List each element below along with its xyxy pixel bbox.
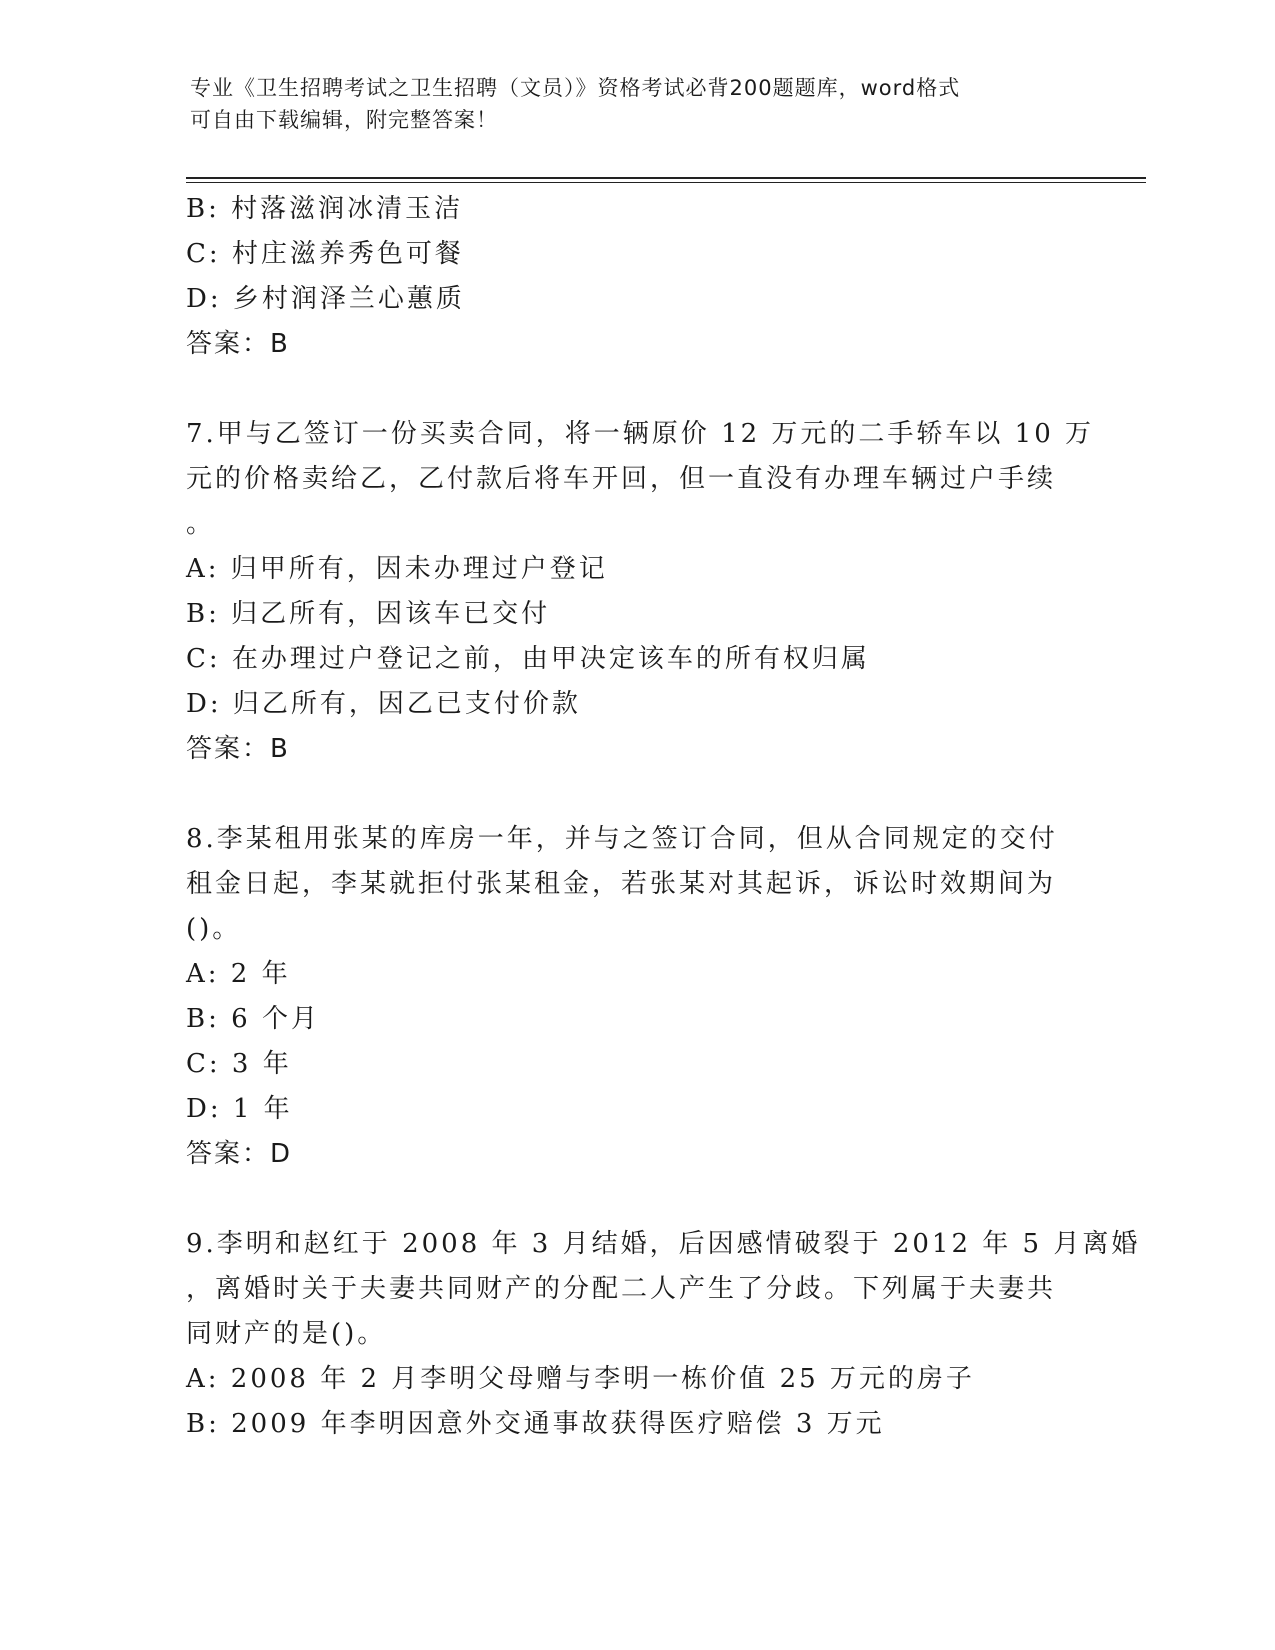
- question-9: [186, 1222, 1141, 1447]
- option-d: D: 乡村润泽兰心蕙质: [186, 284, 465, 314]
- option-c: C: 村庄滋养秀色可餐: [186, 239, 464, 269]
- question-text-line: 7.甲与乙签订一份买卖合同，将一辆原价 12 万元的二手轿车以 10 万: [186, 419, 1095, 449]
- question-text-line: ，离婚时关于夫妻共同财产的分配二人产生了分歧。下列属于夫妻共: [186, 1274, 1057, 1304]
- question-text-line: 。: [186, 509, 216, 539]
- option-b: B: 归乙所有，因该车已交付: [186, 599, 551, 629]
- question-6: [186, 187, 1066, 367]
- question-text-line: 元的价格卖给乙，乙付款后将车开回，但一直没有办理车辆过户手续: [186, 464, 1057, 494]
- answer-line: 答案：B: [186, 734, 290, 764]
- option-b: B: 村落滋润冰清玉洁: [186, 194, 464, 224]
- answer-line: 答案：B: [186, 329, 290, 359]
- option-c: C: 在办理过户登记之前，由甲决定该车的所有权归属: [186, 644, 870, 674]
- option-a: A: 2008 年 2 月李明父母赠与李明一栋价值 25 万元的房子: [186, 1364, 975, 1394]
- question-text: [186, 412, 1095, 547]
- question-8: [186, 817, 1066, 1177]
- question-text-line: 8.李某租用张某的库房一年，并与之签订合同，但从合同规定的交付: [186, 824, 1058, 854]
- question-text-line: 同财产的是()。: [186, 1319, 387, 1349]
- option-d: D: 1 年: [186, 1094, 293, 1124]
- question-text-line: 9.李明和赵红于 2008 年 3 月结婚，后因感情破裂于 2012 年 5 月离婚: [186, 1229, 1141, 1259]
- header-rule-thin: [186, 182, 1146, 183]
- question-text: [186, 817, 1066, 952]
- header-rule-thick: [186, 177, 1146, 179]
- header-line-1: 专业《卫生招聘考试之卫生招聘（文员）》资格考试必背200题题库，word格式: [190, 76, 961, 100]
- question-7: [186, 412, 1095, 772]
- header-line-2: 可自由下载编辑，附完整答案！: [190, 108, 498, 132]
- option-b: B: 2009 年李明因意外交通事故获得医疗赔偿 3 万元: [186, 1409, 885, 1439]
- answer-line: 答案：D: [186, 1139, 293, 1169]
- document-header: [190, 72, 1070, 136]
- option-a: A: 归甲所有，因未办理过户登记: [186, 554, 608, 584]
- question-text-line: 租金日起，李某就拒付张某租金，若张某对其起诉，诉讼时效期间为: [186, 869, 1057, 899]
- option-d: D: 归乙所有，因乙已支付价款: [186, 689, 581, 719]
- question-text-line: ()。: [186, 914, 242, 944]
- option-b: B: 6 个月: [186, 1004, 320, 1034]
- option-c: C: 3 年: [186, 1049, 292, 1079]
- option-a: A: 2 年: [186, 959, 291, 989]
- document-body: [186, 187, 1141, 1447]
- question-text: [186, 1222, 1141, 1357]
